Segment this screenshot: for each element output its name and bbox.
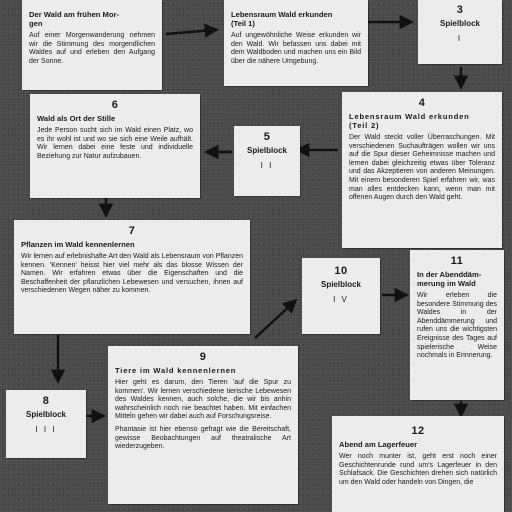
card-6-title: Wald als Ort der Stille <box>37 114 116 123</box>
card-1-title-line1: Der Wald am frühen Mor- <box>29 10 120 19</box>
card-3-label: Spielblock <box>439 19 480 28</box>
card-place-of-silence <box>30 94 200 198</box>
card-spielblock-1 <box>418 0 502 64</box>
card-spielblock-4 <box>302 258 380 334</box>
card-5-number: 5 <box>263 131 271 143</box>
card-10-label: Spielblock <box>320 280 361 289</box>
card-10-number: 10 <box>334 265 348 277</box>
card-8-roman: I I I <box>35 425 57 434</box>
card-explore-habitat-1 <box>224 0 368 86</box>
arrow-9-to-10 <box>255 303 293 338</box>
card-morning-forest <box>22 0 162 90</box>
card-7-number: 7 <box>128 225 136 237</box>
card-campfire-evening <box>332 416 504 512</box>
card-2-title-line2: (Teil 1) <box>231 19 255 28</box>
card-10-roman: I V <box>333 295 349 304</box>
card-4-title-line1: Lebensraum Wald erkunden <box>349 112 470 121</box>
arrow-1-to-2 <box>166 30 213 34</box>
card-4-number: 4 <box>418 97 426 109</box>
card-9-body-2: Phantasie ist hier ebenso gefragt wie die Bereitschaft, gewisse Beobachtungen auf theatralische Art wiederzugeben. <box>115 425 291 451</box>
card-11-title-line2: merung im Wald <box>417 279 476 288</box>
card-11-number: 11 <box>450 255 464 267</box>
card-spielblock-2 <box>234 126 300 196</box>
card-3-roman: I <box>457 34 463 43</box>
card-9-number: 9 <box>199 351 207 363</box>
card-evening-dusk <box>410 250 504 400</box>
card-12-title: Abend am Lagerfeuer <box>339 440 418 449</box>
card-12-body: Wer noch munter ist, geht erst noch einer Geschichtenrunde rund um's Lagerfeuer in den Schlafsack. Die Geschichten drehen sich natürlich um den Wald oder handeln von Dingen, die <box>339 453 497 486</box>
card-animals-in-forest <box>108 346 298 504</box>
card-explore-habitat-2 <box>342 92 502 248</box>
card-1-body: Auf einer Morgenwanderung nehmen wir die Stimmung des morgendlichen Waldes auf und erleben den Aufgang der Sonne. <box>29 32 155 65</box>
card-1-title-line2: gen <box>29 19 43 28</box>
card-8-number: 8 <box>42 395 50 407</box>
card-3-number: 3 <box>456 4 464 16</box>
card-5-roman: I I <box>260 161 274 170</box>
card-8-label: Spielblock <box>25 410 66 419</box>
card-5-label: Spielblock <box>246 146 287 155</box>
card-6-number: 6 <box>111 99 119 111</box>
card-11-title-line1: In der Abenddäm- <box>417 270 482 279</box>
card-9-title: Tiere im Wald kennenlernen <box>115 366 237 375</box>
card-2-body: Auf ungewöhnliche Weise erkunden wir den Wald. Wir befassen uns dabei mit dem Waldboden und machen uns ein Bild über die nähere Umgebung. <box>231 32 361 65</box>
card-spielblock-3 <box>6 390 86 458</box>
card-2-title-line1: Lebensraum Wald erkunden <box>231 10 333 19</box>
card-7-body: Wir lernen auf erlebnishafte Art den Wald als Lebensraum von Pflanzen kennen. 'Kennen' heisst hier viel mehr als das blosse Wissen der Namen. Wir erfahren etwas über die Eigenschaften und die Beschaffenheit der pflanzlichen Lebewesen und versuchen, ihnen auf verschiedenen Wegen näher zu kommen. <box>21 253 243 295</box>
card-4-body: Der Wald steckt voller Überraschungen. Mit verschiedenen Suchaufträgen wollen wir uns auf die Spur dieser Geheimnisse machen und lernen dabei gleichzeitig etwas über Toleranz und das Akzeptieren von anderen Meinungen. Mit einem besonderen Spiel erfahren wir, was man alles entdecken kann, wenn man mit offenen Augen durch den Wald geht. <box>349 134 495 202</box>
card-12-number: 12 <box>411 425 425 437</box>
card-9-body-1: Hier geht es darum, den Tieren 'auf die Spur zu kommen'. Wir lernen verschiedene tierische Lebewesen des Waldes kennen, auch solche, die wir bis anhin wahrscheinlich noch nie beachtet haben. Mit einfachen Mitteln gehen wir dabei auch auf Forschungsreise. <box>115 379 291 421</box>
card-4-title-line2: (Teil 2) <box>349 121 380 130</box>
card-7-title: Pflanzen im Wald kennenlernen <box>21 240 135 249</box>
card-plants-in-forest <box>14 220 250 334</box>
card-11-body: Wir erleben die besondere Stimmung des Waldes in der Abenddämmerung und rufen uns die wichtigsten Ereignisse des Tages auf spielerische Weise nochmals in Erinnerung. <box>417 292 497 360</box>
card-6-body: Jede Person sucht sich im Wald einen Platz, wo es ihr wohl ist und wo sie sich eine Weile aufhält. Wir lernen dabei eine feste und individuelle Beziehung zur Natur aufzubauen. <box>37 127 193 160</box>
